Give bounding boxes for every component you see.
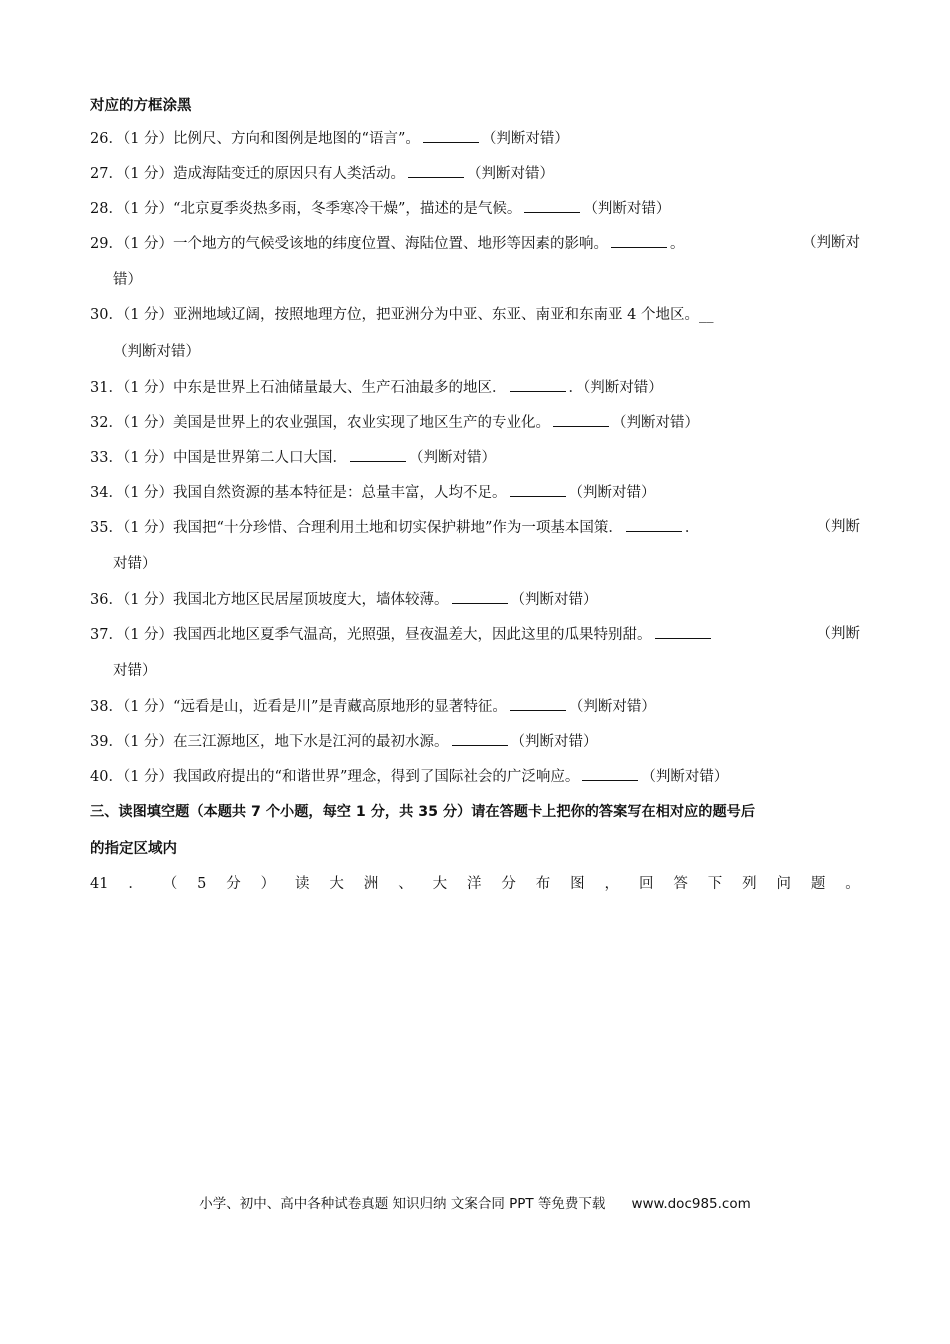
answer-blank[interactable] — [553, 412, 609, 427]
answer-blank[interactable] — [510, 696, 566, 711]
question-41-glyph: 5 — [197, 876, 207, 892]
question-30: 30．（1 分）亚洲地域辽阔，按照地理方位，把亚洲分为中亚、东亚、南亚和东南亚 4 个地区。__ — [90, 307, 714, 323]
question-40: 40．（1 分）我国政府提出的“和谐世界”理念，得到了国际社会的广泛响应。 （判断对错） — [90, 766, 728, 787]
question-41-glyph: 。 — [845, 876, 860, 892]
question-41-glyph: 读 — [295, 876, 310, 892]
question-41 — [90, 874, 860, 894]
question-41-glyph: 回 — [638, 876, 654, 892]
question-41-glyph: 问 — [776, 876, 791, 892]
footer-url[interactable]: www.doc985.com — [631, 1196, 751, 1212]
question-27: 27．（1 分）造成海陆变迁的原因只有人类活动。 （判断对错） — [90, 163, 554, 184]
answer-blank[interactable] — [524, 198, 580, 213]
question-41-glyph: ） — [260, 876, 276, 892]
question-32: 32．（1 分）美国是世界上的农业强国，农业实现了地区生产的专业化。 （判断对错） — [90, 412, 699, 433]
question-31: 31．（1 分）中东是世界上石油储量最大、生产石油最多的地区． ．（判断对错） — [90, 377, 663, 398]
question-41-glyph: 题 — [810, 876, 826, 892]
question-41-glyph: ， — [604, 876, 620, 892]
question-28: 28．（1 分）“北京夏季炎热多雨，冬季寒冷干燥”，描述的是气候。 （判断对错） — [90, 198, 670, 219]
answer-blank[interactable] — [452, 589, 508, 604]
question-41-glyph: 大 — [432, 876, 448, 892]
answer-blank[interactable] — [611, 233, 667, 248]
answer-blank[interactable] — [510, 377, 566, 392]
question-30-continued: （判断对错） — [113, 344, 200, 360]
question-41-glyph: 答 — [673, 876, 688, 892]
question-41-glyph: 洲 — [363, 876, 379, 892]
question-41-glyph: 、 — [398, 876, 413, 892]
question-41-glyph: 分 — [226, 876, 241, 892]
footer-text: 小学、初中、高中各种试卷真题 知识归纳 文案合同 PPT 等免费下载 — [199, 1196, 606, 1212]
question-41-glyph: 分 — [501, 876, 516, 892]
question-35-continued: 对错） — [113, 556, 157, 572]
question-41-glyph: 41 — [90, 876, 109, 892]
question-41-glyph: 洋 — [466, 876, 482, 892]
question-38: 38．（1 分）“远看是山，近看是川”是青藏高原地形的显著特征。 （判断对错） — [90, 696, 656, 717]
question-39: 39．（1 分）在三江源地区，地下水是江河的最初水源。 （判断对错） — [90, 731, 598, 752]
question-34: 34．（1 分）我国自然资源的基本特征是：总量丰富，人均不足。 （判断对错） — [90, 482, 656, 503]
question-37: 37．（1 分）我国西北地区夏季气温高，光照强，昼夜温差大，因此这里的瓜果特别甜。 （判断 — [90, 626, 860, 643]
question-41-glyph: 图 — [570, 876, 585, 892]
section-3-heading-continued: 的指定区域内 — [90, 841, 177, 857]
answer-blank[interactable] — [452, 731, 508, 746]
page-footer — [0, 1192, 950, 1212]
question-37-continued: 对错） — [113, 663, 157, 679]
answer-blank[interactable] — [350, 447, 406, 462]
question-41-glyph: 列 — [742, 876, 757, 892]
question-26: 26．（1 分）比例尺、方向和图例是地图的“语言”。 （判断对错） — [90, 128, 569, 149]
question-41-glyph: 布 — [535, 876, 551, 892]
section-3-heading: 三、读图填空题（本题共 7 个小题，每空 1 分，共 35 分）请在答题卡上把你的答案写在相对应的题号后 — [90, 804, 756, 820]
question-41-glyph: 大 — [329, 876, 344, 892]
question-36: 36．（1 分）我国北方地区民居屋顶坡度大，墙体较薄。 （判断对错） — [90, 589, 598, 610]
answer-blank[interactable] — [655, 624, 711, 639]
question-35: 35．（1 分）我国把“十分珍惜、合理利用土地和切实保护耕地”作为一项基本国策． ． （判断 — [90, 519, 860, 536]
answer-blank[interactable] — [626, 517, 682, 532]
question-29: 29．（1 分）一个地方的气候受该地的纬度位置、海陆位置、地形等因素的影响。 。 （判断对 — [90, 235, 860, 252]
question-33: 33．（1 分）中国是世界第二人口大国． （判断对错） — [90, 447, 496, 468]
question-29-continued: 错） — [113, 272, 142, 288]
question-41-glyph: （ — [162, 876, 178, 892]
answer-blank[interactable] — [423, 128, 479, 143]
answer-blank[interactable] — [510, 482, 566, 497]
section-header-continued: 对应的方框涂黑 — [90, 98, 192, 114]
question-41-glyph: 下 — [707, 876, 723, 892]
question-41-glyph: ． — [128, 876, 143, 892]
answer-blank[interactable] — [582, 766, 638, 781]
answer-blank[interactable] — [408, 163, 464, 178]
